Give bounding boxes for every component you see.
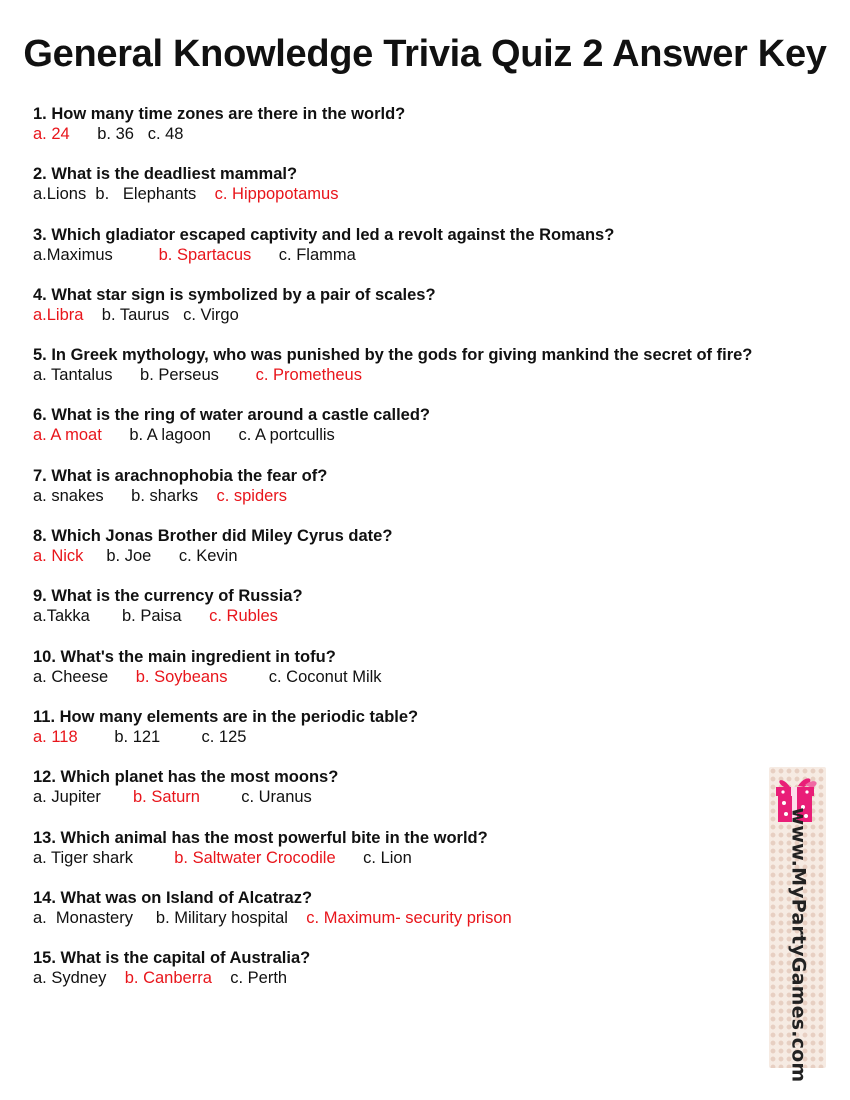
answer-options xyxy=(33,606,833,626)
answer-gap xyxy=(227,668,268,686)
question-text: 7. What is arachnophobia the fear of? xyxy=(33,466,328,485)
answer-options xyxy=(33,305,833,325)
answer-option: a. Cheese xyxy=(33,667,109,686)
question-text: 1. How many time zones are there in the world? xyxy=(33,105,406,123)
answer-gap xyxy=(108,668,136,686)
site-url[interactable]: www.MyPartyGames.com xyxy=(787,807,809,1083)
answer-option: c. A portcullis xyxy=(238,426,335,445)
answer-option: b. 36 xyxy=(97,125,134,143)
answer-gap xyxy=(113,246,159,264)
question-text: 10. What's the main ingredient in tofu? xyxy=(33,647,336,666)
correct-answer: c. Maximum- security prison xyxy=(306,908,512,927)
answer-gap xyxy=(104,487,132,505)
answer-options xyxy=(33,727,833,747)
question-item xyxy=(33,285,833,345)
answer-option: c. Perth xyxy=(230,969,288,988)
correct-answer: a.Libra xyxy=(33,305,84,324)
site-banner xyxy=(769,767,826,1083)
answer-option: c. Virgo xyxy=(183,305,239,324)
question-text: 13. Which animal has the most powerful bite in the world? xyxy=(33,828,488,847)
correct-answer: c. Prometheus xyxy=(255,366,362,385)
question-text: 6. What is the ring of water around a castle called? xyxy=(33,406,431,425)
correct-answer: a. Nick xyxy=(33,547,84,566)
question-text: 2. What is the deadliest mammal? xyxy=(33,165,298,184)
answer-option: b. Taurus xyxy=(101,305,170,324)
answer-gap xyxy=(133,909,156,927)
question-item xyxy=(33,586,833,646)
answer-option: c. Flamma xyxy=(278,245,356,264)
question-item xyxy=(33,707,833,767)
answer-gap xyxy=(70,125,98,143)
answer-gap xyxy=(106,969,124,987)
correct-answer: a. 118 xyxy=(33,727,78,746)
question-item xyxy=(33,405,833,465)
page-title: General Knowledge Trivia Quiz 2 Answer Key xyxy=(23,33,827,75)
answer-options xyxy=(33,787,833,807)
question-text: 15. What is the capital of Australia? xyxy=(33,949,311,968)
answer-gap xyxy=(336,849,364,867)
question-item xyxy=(33,888,833,948)
question-text: 12. Which planet has the most moons? xyxy=(33,768,339,787)
correct-answer: b. Spartacus xyxy=(158,245,252,264)
answer-option: b. A lagoon xyxy=(129,426,211,445)
answer-gap xyxy=(219,366,256,384)
answer-gap xyxy=(211,426,239,444)
answer-gap xyxy=(182,607,210,625)
answer-gap xyxy=(101,788,133,806)
correct-answer: c. Hippopotamus xyxy=(214,185,339,204)
answer-gap xyxy=(196,185,214,203)
site-url-wrap xyxy=(773,807,823,1083)
answer-option: b. Paisa xyxy=(121,607,182,626)
question-item xyxy=(33,225,833,285)
answer-option: a. Sydney xyxy=(33,969,107,988)
answer-gap xyxy=(160,728,201,746)
answer-gap xyxy=(83,547,106,565)
answer-gap xyxy=(86,185,95,203)
question-text: 3. Which gladiator escaped captivity and led a revolt against the Romans? xyxy=(33,225,615,244)
answer-option: c. 48 xyxy=(147,125,184,143)
question-item xyxy=(33,828,833,888)
answer-options xyxy=(33,365,833,385)
correct-answer: c. spiders xyxy=(216,486,288,505)
question-text: 14. What was on Island of Alcatraz? xyxy=(33,888,313,907)
answer-options xyxy=(33,848,833,868)
answer-gap xyxy=(251,246,279,264)
answer-gap xyxy=(151,547,179,565)
correct-answer: b. Saltwater Crocodile xyxy=(174,848,336,867)
answer-gap xyxy=(169,306,183,324)
answer-gap xyxy=(113,366,141,384)
answer-options xyxy=(33,908,833,928)
answer-option: c. Lion xyxy=(363,848,412,867)
answer-gap xyxy=(198,487,216,505)
correct-answer: c. Rubles xyxy=(209,607,278,626)
answer-option: a. snakes xyxy=(33,486,104,505)
answer-gap xyxy=(200,788,241,806)
question-item xyxy=(33,767,833,827)
answer-option: a. Monastery xyxy=(33,908,133,927)
answer-option: c. 125 xyxy=(201,727,247,746)
answer-options xyxy=(33,124,833,144)
answer-gap xyxy=(212,969,230,987)
answer-option: b. Military hospital xyxy=(155,908,288,927)
answer-options xyxy=(33,546,833,566)
question-item xyxy=(33,466,833,526)
answer-gap xyxy=(288,909,306,927)
answer-option: a.Takka xyxy=(33,607,90,626)
answer-option: a.Maximus xyxy=(33,245,113,264)
answer-gap xyxy=(78,728,115,746)
answer-option: b. sharks xyxy=(131,486,199,505)
answer-gap xyxy=(133,849,174,867)
correct-answer: a. A moat xyxy=(33,426,102,445)
question-text: 5. In Greek mythology, who was punished by the gods for giving mankind the secret of fire? xyxy=(33,346,753,365)
question-item xyxy=(33,948,833,1008)
answer-option: b. Joe xyxy=(106,547,152,566)
answer-option: b. Elephants xyxy=(95,185,197,204)
answer-options xyxy=(33,667,833,687)
answer-option: b. 121 xyxy=(114,727,161,746)
answer-option: c. Uranus xyxy=(241,788,312,807)
answer-gap xyxy=(102,426,130,444)
question-item xyxy=(33,647,833,707)
answer-options xyxy=(33,486,833,506)
question-item xyxy=(33,526,833,586)
question-text: 11. How many elements are in the periodic table? xyxy=(33,707,419,726)
answer-options xyxy=(33,184,833,204)
answer-option: a. Jupiter xyxy=(33,788,101,807)
correct-answer: b. Canberra xyxy=(124,969,212,988)
answer-option: b. Perseus xyxy=(140,366,219,385)
question-text: 9. What is the currency of Russia? xyxy=(33,587,303,606)
question-text: 8. Which Jonas Brother did Miley Cyrus date? xyxy=(33,527,393,546)
answer-option: c. Coconut Milk xyxy=(268,667,382,686)
quiz-list xyxy=(33,104,833,1008)
question-item xyxy=(33,345,833,405)
answer-gap xyxy=(83,306,101,324)
correct-answer: a. 24 xyxy=(33,125,70,143)
answer-option: a. Tiger shark xyxy=(33,848,133,867)
question-text: 4. What star sign is symbolized by a pair of scales? xyxy=(33,285,436,304)
answer-gap xyxy=(90,607,122,625)
question-item xyxy=(33,104,833,164)
answer-option: a. Tantalus xyxy=(33,366,113,385)
correct-answer: b. Saturn xyxy=(132,788,200,807)
correct-answer: b. Soybeans xyxy=(135,667,228,686)
answer-gap xyxy=(134,125,148,143)
answer-option: a.Lions xyxy=(33,185,87,204)
answer-options xyxy=(33,245,833,265)
answer-options xyxy=(33,968,833,988)
answer-option: c. Kevin xyxy=(178,547,238,566)
question-item xyxy=(33,164,833,224)
answer-options xyxy=(33,425,833,445)
